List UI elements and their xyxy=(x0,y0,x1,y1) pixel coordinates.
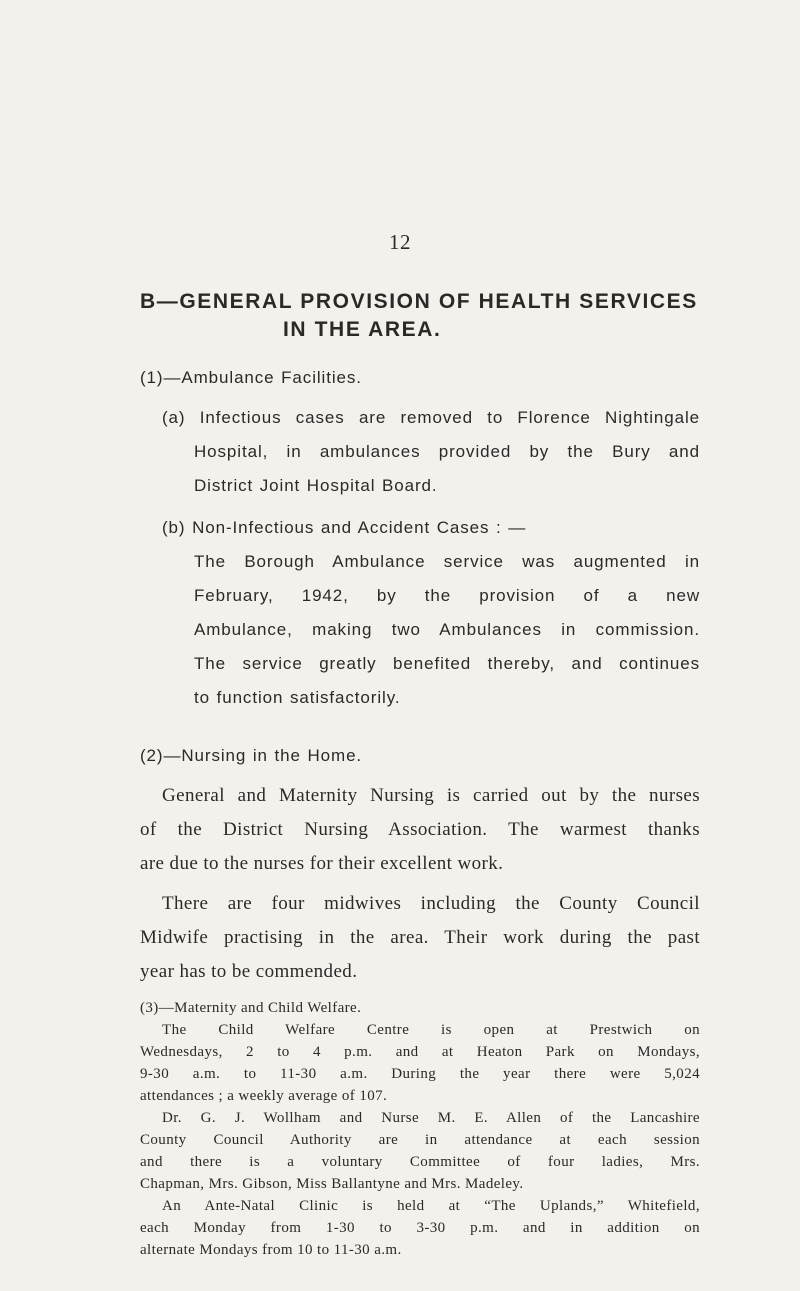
nursing-p1-line-3: are due to the nurses for their excellent work. xyxy=(140,853,504,874)
paragraph-b-line-6: to function satisfactorily. xyxy=(194,688,401,707)
nursing-p2-line-2: Midwife practising in the area. Their work during the past xyxy=(140,927,700,948)
maternity-p1-line-3: 9-30 a.m. to 11-30 a.m. During the year there were 5,024 xyxy=(140,1066,700,1082)
maternity-p3-line-1: An Ante-Natal Clinic is held at “The Uplands,” Whitefield, xyxy=(162,1198,700,1214)
maternity-p1-line-4: attendances ; a weekly average of 107. xyxy=(140,1088,388,1104)
paragraph-b-line-2: The Borough Ambulance service was augmented in xyxy=(194,552,700,571)
nursing-p2-line-3: year has to be commended. xyxy=(140,961,358,982)
maternity-p2-line-1: Dr. G. J. Wollham and Nurse M. E. Allen of the Lancashire xyxy=(162,1110,700,1126)
maternity-p3-line-3: alternate Mondays from 10 to 11-30 a.m. xyxy=(140,1242,402,1258)
paragraph-a-line-3: District Joint Hospital Board. xyxy=(194,476,438,495)
section-heading-line-1: B—GENERAL PROVISION OF HEALTH SERVICES xyxy=(140,290,698,313)
subsection-title-nursing: (2)—Nursing in the Home. xyxy=(140,746,363,765)
paragraph-b-line-1: (b) Non-Infectious and Accident Cases : — xyxy=(162,518,527,537)
paragraph-a-line-1: (a) Infectious cases are removed to Florence Nightingale xyxy=(162,408,700,427)
maternity-p2-line-4: Chapman, Mrs. Gibson, Miss Ballantyne and Mrs. Madeley. xyxy=(140,1176,524,1192)
nursing-p1-line-2: of the District Nursing Association. The warmest thanks xyxy=(140,819,700,840)
section-heading xyxy=(140,288,700,344)
section-heading-line-2: IN THE AREA. xyxy=(283,318,442,341)
paragraph-b-line-3: February, 1942, by the provision of a new xyxy=(194,586,700,605)
maternity-p2-line-2: County Council Authority are in attendance at each session xyxy=(140,1132,700,1148)
subsection-title-maternity: (3)—Maternity and Child Welfare. xyxy=(140,1000,362,1016)
maternity-p2-line-3: and there is a voluntary Committee of four ladies, Mrs. xyxy=(140,1154,700,1170)
nursing-p2-line-1: There are four midwives including the County Council xyxy=(162,893,700,914)
paragraph-b-line-5: The service greatly benefited thereby, and continues xyxy=(194,654,700,673)
maternity-p1-line-1: The Child Welfare Centre is open at Prestwich on xyxy=(162,1022,700,1038)
maternity-p3-line-2: each Monday from 1-30 to 3-30 p.m. and in addition on xyxy=(140,1220,700,1236)
paragraph-a-line-2: Hospital, in ambulances provided by the Bury and xyxy=(194,442,700,461)
page-number: 12 xyxy=(389,230,411,254)
nursing-p1-line-1: General and Maternity Nursing is carried out by the nurses xyxy=(162,785,700,806)
maternity-p1-line-2: Wednesdays, 2 to 4 p.m. and at Heaton Park on Mondays, xyxy=(140,1044,700,1060)
subsection-title-ambulance: (1)—Ambulance Facilities. xyxy=(140,368,362,387)
paragraph-b-line-4: Ambulance, making two Ambulances in commission. xyxy=(194,620,700,639)
